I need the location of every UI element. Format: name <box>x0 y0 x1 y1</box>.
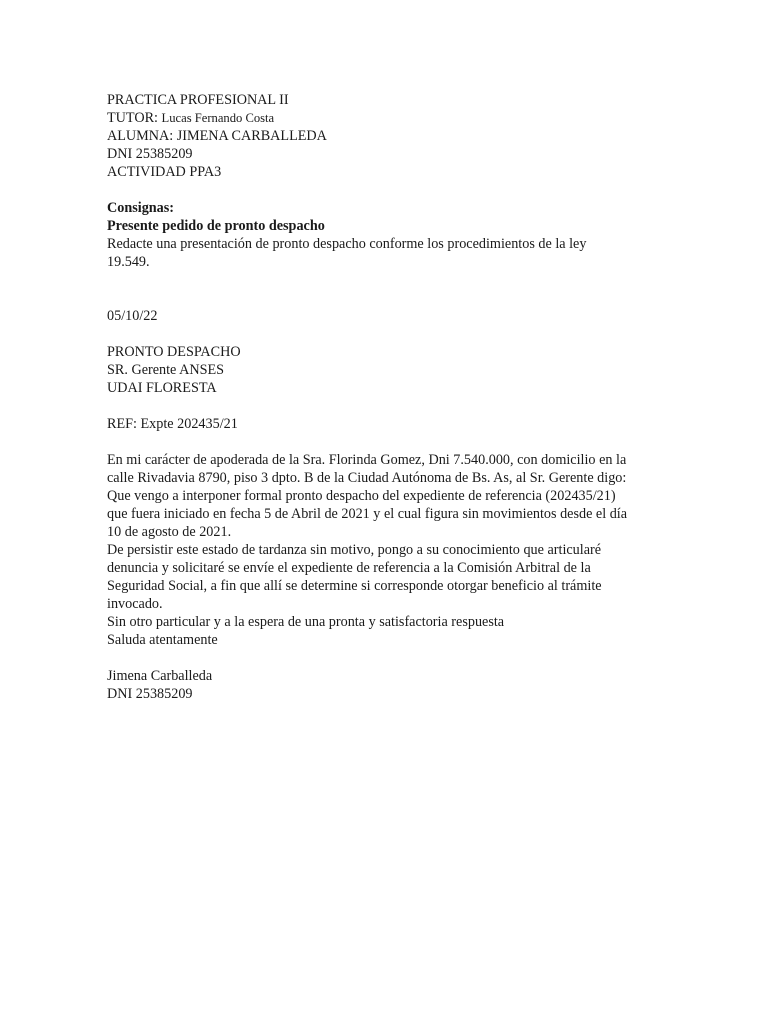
letter-section <box>107 307 667 703</box>
body-line: Seguridad Social, a fin que allí se determine si corresponde otorgar beneficio al trámite <box>107 578 602 594</box>
spacer <box>107 649 667 667</box>
student-dni: DNI 25385209 <box>107 146 193 162</box>
body-line: Sin otro particular y a la espera de una pronta y satisfactoria respuesta <box>107 614 505 630</box>
signature-name: Jimena Carballeda <box>107 668 213 684</box>
instructions-description-1: Redacte una presentación de pronto despacho conforme los procedimientos de la ley <box>107 236 587 252</box>
body-line: 10 de agosto de 2021. <box>107 524 232 540</box>
spacer <box>107 181 667 199</box>
body-line: Que vengo a interponer formal pronto despacho del expediente de referencia (202435/21) <box>107 488 616 504</box>
letter-body <box>107 451 667 649</box>
letter-subject: PRONTO DESPACHO <box>107 344 241 360</box>
instructions-task: Presente pedido de pronto despacho <box>107 218 325 234</box>
body-line: invocado. <box>107 596 163 612</box>
activity-line: ACTIVIDAD PPA3 <box>107 164 222 180</box>
closing-line: Saluda atentamente <box>107 632 218 648</box>
letter-reference: REF: Expte 202435/21 <box>107 416 238 432</box>
tutor-line <box>107 109 667 127</box>
letter-addressee: SR. Gerente ANSES <box>107 362 225 378</box>
course-title: PRACTICA PROFESIONAL II <box>107 92 289 108</box>
body-line: calle Rivadavia 8790, piso 3 dpto. B de la Ciudad Autónoma de Bs. As, al Sr. Gerente digo: <box>107 470 627 486</box>
tutor-label: TUTOR: <box>107 110 158 126</box>
spacer <box>107 433 667 451</box>
letter-office: UDAI FLORESTA <box>107 380 217 396</box>
body-line: que fuera iniciado en fecha 5 de Abril de 2021 y el cual figura sin movimientos desde el día <box>107 506 628 522</box>
spacer <box>107 271 667 307</box>
student-line: ALUMNA: JIMENA CARBALLEDA <box>107 128 327 144</box>
instructions-heading: Consignas: <box>107 200 175 216</box>
spacer <box>107 397 667 415</box>
tutor-name: Lucas Fernando Costa <box>161 111 275 125</box>
signature-dni: DNI 25385209 <box>107 686 193 702</box>
instructions-section <box>107 199 667 271</box>
body-line: De persistir este estado de tardanza sin motivo, pongo a su conocimiento que articularé <box>107 542 602 558</box>
body-line: En mi carácter de apoderada de la Sra. Florinda Gomez, Dni 7.540.000, con domicilio en la <box>107 452 627 468</box>
spacer <box>107 325 667 343</box>
body-line: denuncia y solicitaré se envíe el expediente de referencia a la Comisión Arbitral de la <box>107 560 591 576</box>
signature-block <box>107 667 667 703</box>
letter-date: 05/10/22 <box>107 308 158 324</box>
document-page <box>107 91 667 703</box>
document-header <box>107 91 667 181</box>
instructions-description-2: 19.549. <box>107 254 150 270</box>
